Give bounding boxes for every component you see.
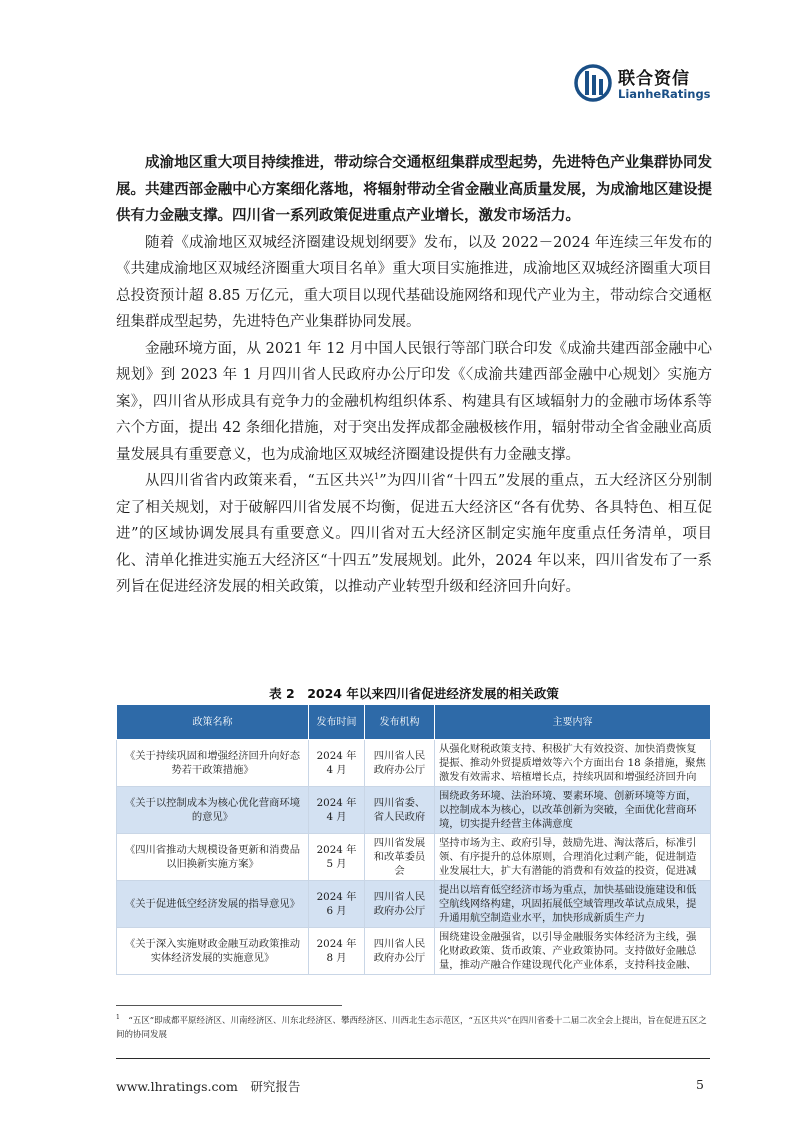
policy-name-cell: 《关于促进低空经济发展的指导意见》: [117, 881, 309, 928]
table-row: [117, 928, 711, 975]
content-cell: [435, 740, 711, 787]
column-header-policy-name: 政策名称: [117, 705, 309, 740]
content-text: 围绕建设金融强省，以引导金融服务实体经济为主线，强化财政政策、货币政策、产业政策协同。支持做好金融总量，推动产融合作建设现代化产业体系，支持科技金融、: [439, 931, 697, 971]
company-logo: [574, 62, 714, 106]
issuer-cell: 四川省发展和改革委员会: [365, 834, 435, 881]
policy-name-cell: 《关于以控制成本为核心优化营商环境的意见》: [117, 787, 309, 834]
column-header-main-content: 主要内容: [435, 705, 711, 740]
release-time-cell: 2024 年 6 月: [309, 881, 365, 928]
table-row: [117, 881, 711, 928]
content-cell: [435, 928, 711, 975]
policy-name-cell: 《关于持续巩固和增强经济回升向好态势若干政策措施》: [117, 740, 309, 787]
footer-divider: [116, 1058, 710, 1059]
logo-chinese-name: 联合资信: [618, 69, 690, 89]
content-text: 从强化财税政策支持、积极扩大有效投资、加快消费恢复提振、推动外贸提质增效等六个方面出台 18 条措施，聚焦激发有效需求、培植增长点，持续巩固和增强经济回升向: [439, 743, 706, 783]
footer-label: 研究报告: [250, 1079, 301, 1094]
summary-paragraph: 成渝地区重大项目持续推进，带动综合交通枢纽集群成型起势，先进特色产业集群协同发展。共建西部金融中心方案细化落地，将辐射带动全省金融业高质量发展，为成渝地区建设提供有力金融支撑。四川省一系列政策促进重点产业增长，激发市场活力。: [116, 154, 712, 224]
footnote-number: 1: [116, 1014, 120, 1021]
policy-table: [116, 704, 711, 975]
release-time-cell: 2024 年 5 月: [309, 834, 365, 881]
footer-left: [116, 1077, 300, 1095]
content-cell: [435, 834, 711, 881]
paragraph-text-start: 从四川省省内政策来看，“五区共兴: [145, 473, 375, 489]
release-time-cell: 2024 年 8 月: [309, 928, 365, 975]
issuer-cell: 四川省人民政府办公厅: [365, 740, 435, 787]
table-header-row: [117, 705, 711, 740]
content-text: 坚持市场为主、政府引导，鼓励先进、淘汰落后，标准引领、有序提升的总体原则，合理消化过剩产能，促进制造业发展壮大，扩大有潜能的消费和有效益的投资，促进减: [439, 837, 697, 877]
issuer-cell: 四川省人民政府办公厅: [365, 881, 435, 928]
footer-website-link[interactable]: www.lhratings.com: [116, 1079, 238, 1094]
body-text: [116, 150, 712, 601]
content-text: 提出以培育低空经济市场为重点，加快基础设施建设和低空航线网络构建，巩固拓展低空域管理改革试点成果，提升通用航空制造业水平，加快形成新质生产力: [439, 884, 697, 924]
column-header-issuer: 发布机构: [365, 705, 435, 740]
logo-english-name: LianheRatings: [618, 87, 711, 101]
page-number: 5: [696, 1077, 704, 1092]
paragraph-major-projects: 随着《成渝地区双城经济圈建设规划纲要》发布，以及 2022－2024 年连续三年发布的《共建成渝地区双城经济圈重大项目名单》重大项目实施推进，成渝地区双城经济圈重大项目总投资预计超 8.85 万亿元，重大项目以现代基础设施网络和现代产业为主，带动综合交通枢纽集群成型起势，先进特色产业集群协同发展。: [116, 234, 712, 330]
policy-name-cell: 《四川省推动大规模设备更新和消费品以旧换新实施方案》: [117, 834, 309, 881]
release-time-cell: 2024 年 4 月: [309, 740, 365, 787]
release-time-cell: 2024 年 4 月: [309, 787, 365, 834]
table-row: [117, 740, 711, 787]
footnote: [116, 1011, 712, 1042]
table-row: [117, 787, 711, 834]
paragraph-provincial-policy: [116, 468, 712, 601]
footnote-ref[interactable]: 1: [374, 472, 380, 482]
issuer-cell: 四川省人民政府办公厅: [365, 928, 435, 975]
paragraph-text-end: ”为四川省“十四五”发展的重点，五大经济区分别制定了相关规划，对于破解四川省发展不均衡，促进五大经济区“各有优势、各具特色、相互促进”的区域协调发展具有重要意义。四川省对五大经济区制定实施年度重点任务清单，项目化、清单化推进实施五大经济区“十四五”发展规划。此外，2024 年以来，四川省发布了一系列旨在促进经济发展的相关政策，以推动产业转型升级和经济回升向好。: [116, 473, 712, 595]
content-text: 围绕政务环境、法治环境、要素环境、创新环境等方面，以控制成本为核心，以改革创新为突破，全面优化营商环境，切实提升经营主体满意度: [439, 790, 697, 830]
table-caption: 表 2 2024 年以来四川省促进经济发展的相关政策: [269, 686, 559, 701]
paragraph-financial-environment: 金融环境方面，从 2021 年 12 月中国人民银行等部门联合印发《成渝共建西部金融中心规划》到 2023 年 1 月四川省人民政府办公厅印发《〈成渝共建西部金融中心规划〉实施方案》，四川省从形成具有竞争力的金融机构组织体系、构建具有区域辐射力的金融市场体系等六个方面，提出 42 条细化措施，对于突出发挥成都金融极核作用，辐射带动全省金融业高质量发展具有重要意义，也为成渝地区双城经济圈建设提供有力金融支撑。: [116, 340, 712, 463]
table-row: [117, 834, 711, 881]
content-cell: [435, 881, 711, 928]
lianhe-logo-icon: [574, 62, 612, 104]
column-header-release-time: 发布时间: [309, 705, 365, 740]
issuer-cell: 四川省委、省人民政府: [365, 787, 435, 834]
footnote-divider: [116, 1005, 342, 1006]
content-cell: [435, 787, 711, 834]
policy-name-cell: 《关于深入实施财政金融互动政策推动实体经济发展的实施意见》: [117, 928, 309, 975]
footnote-text: “五区”即成都平原经济区、川南经济区、川东北经济区、攀西经济区、川西北生态示范区，“五区共兴”在四川省委十二届二次全会上提出，旨在促进五区之间的协同发展: [116, 1015, 707, 1040]
